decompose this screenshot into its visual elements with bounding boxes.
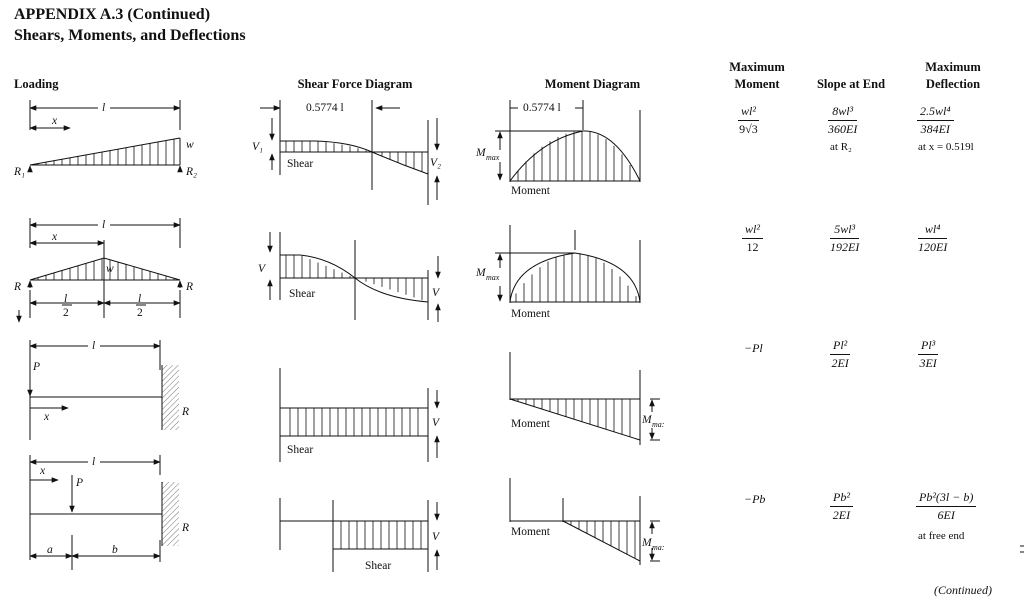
label-x-row1: x bbox=[52, 115, 58, 127]
label-half-2-2: 2 bbox=[137, 307, 143, 319]
row1-slope-note: at R₂ bbox=[830, 141, 852, 153]
label-mmax-row4: M bbox=[642, 537, 652, 549]
shear-offset-label: 0.5774 l bbox=[306, 102, 344, 114]
label-v2: V₂ bbox=[430, 157, 442, 169]
label-max-sub-row1: max bbox=[486, 153, 500, 162]
label-l-row3: l bbox=[92, 340, 96, 352]
shear-row2 bbox=[270, 232, 438, 322]
label-mmax-row2: M bbox=[476, 267, 486, 279]
moment-offset-label: 0.5774 l bbox=[523, 102, 561, 114]
label-v-row2-right: V bbox=[432, 287, 440, 299]
row3-max-deflection: $\frac{\text{Pl³}}{3EI}$ bbox=[919, 338, 937, 370]
header-max-deflection: Maximum Deflection bbox=[925, 60, 981, 91]
label-r1: R₁ bbox=[14, 166, 26, 178]
row4-max-moment: −Pb bbox=[744, 492, 766, 506]
label-b: b bbox=[112, 544, 118, 556]
label-w-row1: w bbox=[186, 139, 194, 151]
label-l-row1: l bbox=[102, 102, 106, 114]
moment-row4 bbox=[510, 478, 660, 565]
label-half-l-2: l bbox=[138, 293, 142, 305]
label-a: a bbox=[47, 544, 53, 556]
label-r-right-row2: R bbox=[186, 281, 194, 293]
row1-slope: $\frac{\text{8wl³}}{360EI}$ bbox=[828, 104, 858, 136]
loading-row3 bbox=[30, 340, 179, 440]
shear-row1 bbox=[260, 100, 437, 205]
row1-max-moment: $\frac{\text{wl²}}{9√3}$ bbox=[739, 104, 758, 136]
label-v-row2-left: V bbox=[258, 263, 266, 275]
appendix-subtitle: Shears, Moments, and Deflections bbox=[14, 27, 246, 44]
label-ma-row3: ma: bbox=[652, 420, 665, 429]
shear-label-row3: Shear bbox=[287, 444, 314, 456]
shear-row4 bbox=[280, 498, 437, 572]
label-r-left-row2: R bbox=[14, 281, 22, 293]
header-moment-diagram: Moment Diagram bbox=[544, 77, 641, 91]
row3-max-moment: −Pl bbox=[744, 341, 763, 355]
label-ma-row4: ma: bbox=[652, 543, 665, 552]
row1-deflection-note: at x = 0.519l bbox=[918, 141, 974, 153]
row1-max-deflection: $\frac{\text{2.5wl⁴}}{384EI}$ bbox=[917, 104, 954, 137]
row2-max-deflection: $\frac{\text{wl⁴}}{120EI}$ bbox=[918, 222, 948, 254]
moment-label-row1: Moment bbox=[511, 185, 550, 197]
label-p-row4: P bbox=[76, 477, 84, 489]
label-v1: V₁ bbox=[252, 141, 264, 153]
row3-slope: $\frac{\text{Pl²}}{2EI}$ bbox=[831, 338, 849, 370]
header-slope: Slope at End bbox=[816, 77, 886, 91]
header-max-moment: Maximum Moment bbox=[729, 60, 785, 91]
moment-row1 bbox=[495, 100, 640, 182]
row4-slope: $\frac{\text{Pb²}}{2EI}$ bbox=[830, 490, 853, 523]
label-r2: R₂ bbox=[186, 166, 198, 178]
label-l-row4: l bbox=[92, 456, 96, 468]
shear-label-row1: Shear bbox=[287, 158, 314, 170]
label-x-row2: x bbox=[52, 231, 58, 243]
moment-row3 bbox=[510, 352, 660, 445]
header-loading: Loading bbox=[14, 77, 59, 91]
label-l-row2: l bbox=[102, 219, 106, 231]
label-max-sub-row2: max bbox=[486, 273, 500, 282]
label-half-l-1: l bbox=[64, 293, 68, 305]
row2-slope: $\frac{\text{5wl³}}{192EI}$ bbox=[830, 222, 860, 254]
label-mmax-row3: M bbox=[642, 414, 652, 426]
label-r-row3: R bbox=[182, 406, 190, 418]
label-mmax-row1: M bbox=[476, 147, 486, 159]
moment-label-row2: Moment bbox=[511, 308, 550, 320]
appendix-title: APPENDIX A.3 (Continued) bbox=[14, 6, 211, 23]
label-x-row4: x bbox=[40, 465, 46, 477]
label-v-row4: V bbox=[432, 531, 440, 543]
row4-max-deflection: $\frac{\text{Pb²(3l − b)}}{6EI}$ bbox=[916, 490, 976, 523]
moment-label-row3: Moment bbox=[511, 418, 550, 430]
footer-continued: (Continued) bbox=[934, 583, 992, 597]
row2-max-moment: $\frac{\text{wl²}}{12}$ bbox=[742, 222, 763, 255]
moment-row2 bbox=[495, 225, 640, 303]
label-w-row2: w bbox=[106, 263, 114, 275]
label-half-2-1: 2 bbox=[63, 307, 69, 319]
row4-deflection-note: at free end bbox=[918, 530, 965, 542]
label-r-row4: R bbox=[182, 522, 190, 534]
header-shear-diagram: Shear Force Diagram bbox=[297, 77, 413, 91]
label-v-row3: V bbox=[432, 417, 440, 429]
shear-label-row2: Shear bbox=[289, 288, 316, 300]
loading-row2 bbox=[19, 218, 180, 322]
label-x-row3: x bbox=[44, 411, 50, 423]
shear-label-row4: Shear bbox=[365, 560, 392, 572]
moment-label-row4: Moment bbox=[511, 526, 550, 538]
label-p-row3: P bbox=[33, 361, 41, 373]
